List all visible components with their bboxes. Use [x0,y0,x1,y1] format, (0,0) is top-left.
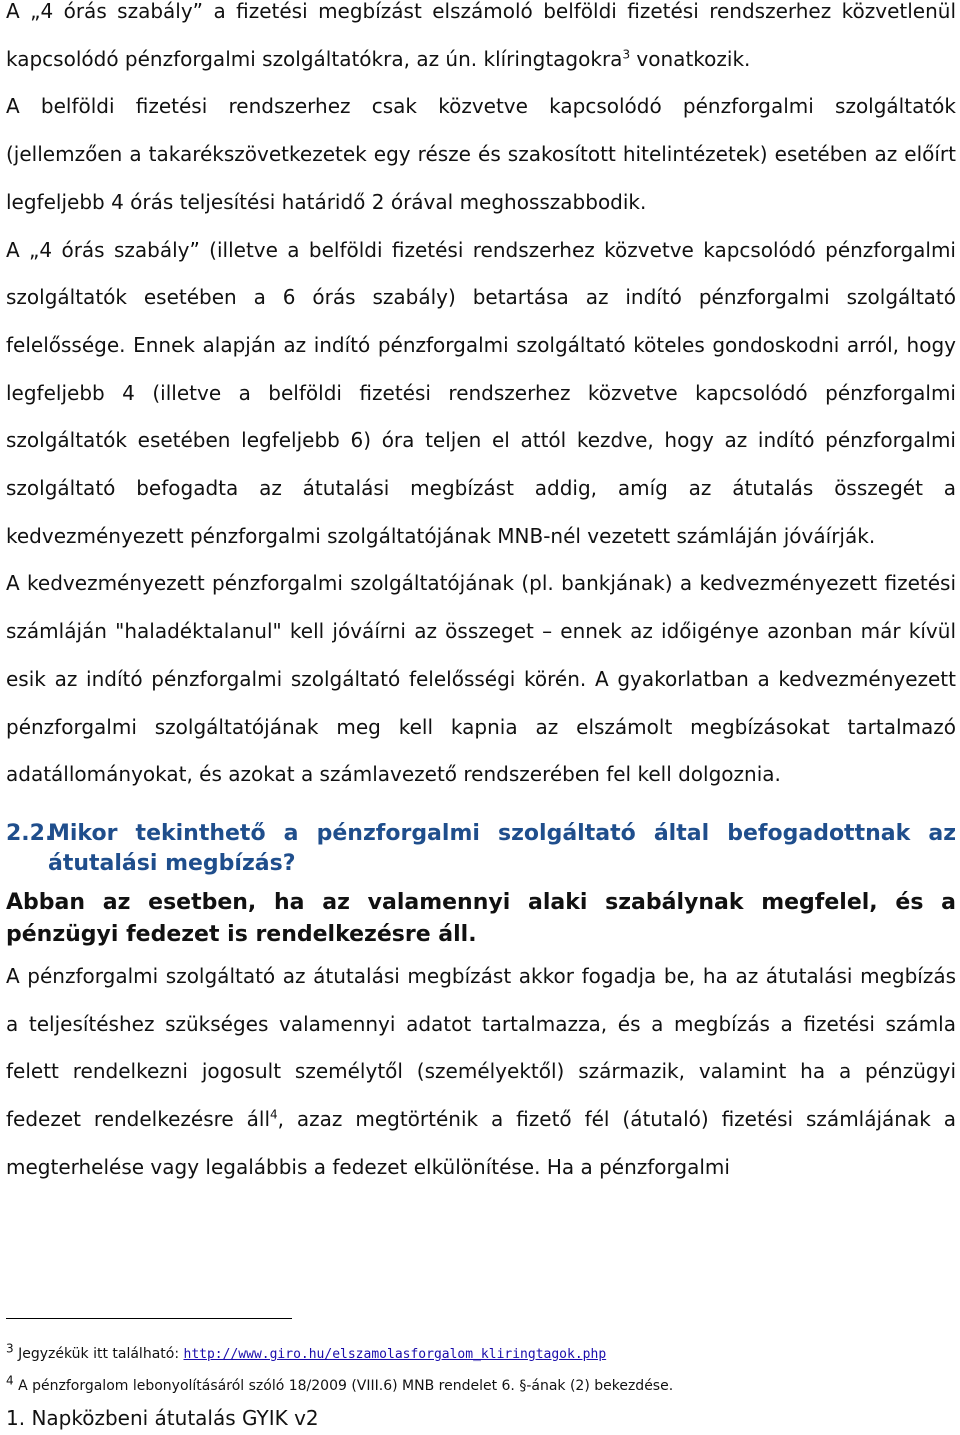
footnote-3 [6,1341,607,1364]
footnote-mark: 3 [6,1341,14,1356]
section-number: 2.2. [6,820,54,846]
section-heading [6,819,956,879]
section-lead-answer: Abban az esetben, ha az valamennyi alaki szabálynak megfelel, és a pénzügyi fedezet is rendelkezésre áll. [6,889,956,947]
document-page [6,0,956,1191]
footnote-separator [6,1318,292,1319]
section-title: Mikor tekinthető a pénzforgalmi szolgáltató által befogadottnak az átutalási megbízás? [48,820,956,876]
paragraph-responsibility: A „4 órás szabály” (illetve a belföldi fizetési rendszerhez közvetve kapcsolódó pénzforgalmi szolgáltatók esetében a 6 órás szabály) betartása az indító pénzforgalmi szolgáltató felelőssége. Ennek alapján az indító pénzforgalmi szolgáltató köteles gondoskodni arról, hogy legfeljebb 4 (illetve a belföldi fizetési rendszerhez közvetve kapcsolódó pénzforgalmi szolgáltatók esetében legfeljebb 6) óra teljen el attól kezdve, hogy az indító pénzforgalmi szolgáltató befogadta az átutalási megbízást addig, amíg az átutalás összegét a kedvezményezett pénzforgalmi szolgáltatójának MNB-nél vezetett számláján jóváírják. [6,237,956,548]
paragraph-beneficiary-crediting: A kedvezményezett pénzforgalmi szolgáltatójának (pl. bankjának) a kedvezményezett fizetési számláján "haladéktalanul" kell jóváírni az összeget – ennek az időigénye azonban már kívül esik az indító pénzforgalmi szolgáltató felelősségi körén. A gyakorlatban a kedvezményezett pénzforgalmi szolgáltatójának meg kell kapnia az elszámolt megbízásokat tartalmazó adatállományokat, és azokat a számlavezető rendszerében fel kell dolgoznia. [6,571,956,787]
footnote-mark: 4 [6,1373,14,1388]
paragraph-acceptance-conditions [6,953,956,1192]
footnote-reference-4[interactable]: 4 [270,1107,278,1122]
footnote-4 [6,1373,674,1395]
footnote-text: A pénzforgalom lebonyolításáról szóló 18/2009 (VIII.6) MNB rendelet 6. §-ának (2) bekezdése. [13,1378,674,1394]
paragraph-text: A pénzforgalmi szolgáltató az átutalási megbízást akkor fogadja be, ha az átutalási megbízás a teljesítéshez szükséges valamennyi adatot tartalmazza, és a megbízás a fizetési számla felett rendelkezni jogosult személytől (személyektől) származik, valamint ha a pénzügyi fedezet rendelkezésre áll [6,963,956,1132]
footnote-text: Jegyzékük itt található: [13,1346,184,1362]
paragraph-indirect-participants: A belföldi fizetési rendszerhez csak közvetve kapcsolódó pénzforgalmi szolgáltatók (jellemzően a takarékszövetkezetek egy része és szakosított hitelintézetek) esetében az előírt legfeljebb 4 órás teljesítési határidő 2 órával meghosszabbodik. [6,94,956,214]
paragraph-text-tail: vonatkozik. [630,46,751,71]
footnote-reference-3[interactable]: 3 [622,47,631,62]
page-footer: 1. Napközbeni átutalás GYIK v2 [6,1406,319,1430]
paragraph-four-hour-rule-scope [6,0,956,83]
footnote-link[interactable]: http://www.giro.hu/elszamolasforgalom_kliringtagok.php [183,1347,607,1362]
paragraph-text: A „4 órás szabály” a fizetési megbízást elszámoló belföldi fizetési rendszerhez közvetlenül kapcsolódó pénzforgalmi szolgáltatókra, az ún. klíringtagokra [6,0,956,71]
paragraph-text-tail: , azaz megtörténik a fizető fél (átutaló) fizetési számlájának a megterhelése vagy legalábbis a fedezet elkülönítése. Ha a pénzforgalmi [6,1107,956,1179]
